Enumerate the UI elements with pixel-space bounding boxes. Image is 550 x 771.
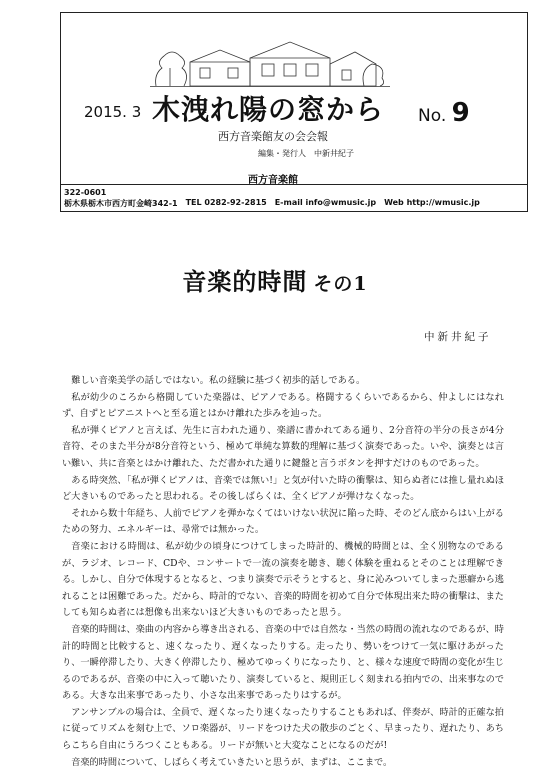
paragraph: それから数十年経ち、人前でピアノを弾かなくてはいけない状況に陥った時、そのどん底からはい上がるための努力、エネルギーは、尋常では無かった。 bbox=[62, 507, 504, 536]
contact-line bbox=[64, 198, 526, 209]
editor-name: 中新井紀子 bbox=[314, 149, 354, 158]
article-author: 中新井紀子 bbox=[424, 331, 492, 343]
email: E-mail info@wmusic.jp bbox=[274, 198, 377, 207]
paragraph: ある時突然、「私が弾くピアノは、音楽では無い!」と気が付いた時の衝撃は、知らぬ者には推し量れぬほど大きいものであったと思われる。その後しばらくは、全くピアノが弾けなくなった。 bbox=[62, 474, 504, 503]
building-illustration bbox=[150, 38, 390, 88]
paragraph: 私が弾くピアノと言えば、先生に言われた通り、楽譜に書かれてある通り、2分音符の半分の長さが4分音符、そのまた半分が8分音符という、極めて単純な算数的理解に基づく演奏であった。いや、演奏とは言い難い、共に音楽とはかけ離れた、ただ書かれた通りに鍵盤と言うボタンを押すだけのものであった。 bbox=[62, 424, 504, 469]
editor-role: 編集・発行人 bbox=[258, 149, 306, 158]
paragraph: 難しい音楽美学の話しではない。私の経験に基づく初歩的話しである。 bbox=[71, 375, 366, 386]
contact-divider bbox=[60, 184, 528, 185]
issue-prefix: No. bbox=[418, 106, 447, 126]
paragraph: 音楽的時間は、楽曲の内容から導き出される、音楽の中では自然な・当然の時間の流れなのであるが、時計的時間と比較すると、速くなったり、遅くなったりする。走ったり、勢いをつけて一気に駆けあがったり、一瞬停滞したり、大きく停滞したり、極めてゆっくりになったり、と、様々な速度で時間の変化が生じるのであるが、音楽の中に入って聴いたり、演奏していると、規則正しく刻まれる拍内での、出来事なのである。大きな出来事であったり、小さな出来事であったりはするが。 bbox=[62, 623, 504, 702]
issue-number bbox=[418, 98, 470, 128]
article-title-part: その1 bbox=[313, 273, 368, 295]
article-title-main: 音楽的時間 bbox=[182, 267, 308, 296]
paragraph: 私が幼少のころから格闘していた楽器は、ピアノである。格闘するくらいであるから、仲よしにはなれず、自ずとピアニストへと至る道とはかけ離れた歩みを辿った。 bbox=[62, 391, 504, 420]
newsletter-title: 木洩れ陽の窓から bbox=[152, 93, 385, 126]
website: Web http://wmusic.jp bbox=[384, 198, 480, 207]
article-title bbox=[0, 262, 550, 297]
paragraph: 音楽的時間について、しばらく考えていきたいと思うが、まずは、ここまで。 bbox=[71, 756, 393, 768]
postal-code: 322-0601 bbox=[64, 188, 107, 197]
publisher-name: 西方音楽館 bbox=[248, 175, 298, 186]
editor-credit bbox=[258, 148, 354, 159]
newsletter-subtitle: 西方音楽館友の会会報 bbox=[218, 130, 328, 143]
paragraph: アンサンブルの場合は、全員で、遅くなったり速くなったりすることもあれば、伴奏が、時計的正確な拍に従ってリズムを刻む上で、ソロ楽器が、リードをつけた犬の散歩のごとく、早まったり、遅れたり、あちらこちら自由にうろつくこともある。リードが無いと大変なことになるのだが! bbox=[62, 706, 504, 752]
article-body bbox=[62, 373, 504, 771]
paragraph: 音楽における時間は、私が幼少の頃身につけてしまった時計的、機械的時間とは、全く別物なのであるが、ラジオ、レコード、CDや、コンサートで一流の演奏を聴き、聴く体験を重ねるとそのことは理解できる。しかし、自分で体現するとなると、つまり演奏で示そうとすると、身に沁みついてしまった悪癖から逃れることは困難であった。だから、時計的でない、音楽的時間を初めて自分で体現出来た時の衝撃は、またしても知らぬ者には想像も出来ないほど大きいものであったと思う。 bbox=[62, 540, 504, 619]
telephone: TEL 0282-92-2815 bbox=[185, 198, 267, 207]
issue-number-value: 9 bbox=[451, 98, 470, 128]
address: 栃木県栃木市西方町金崎342-1 bbox=[64, 199, 178, 208]
issue-date: 2015. 3 bbox=[84, 103, 142, 121]
